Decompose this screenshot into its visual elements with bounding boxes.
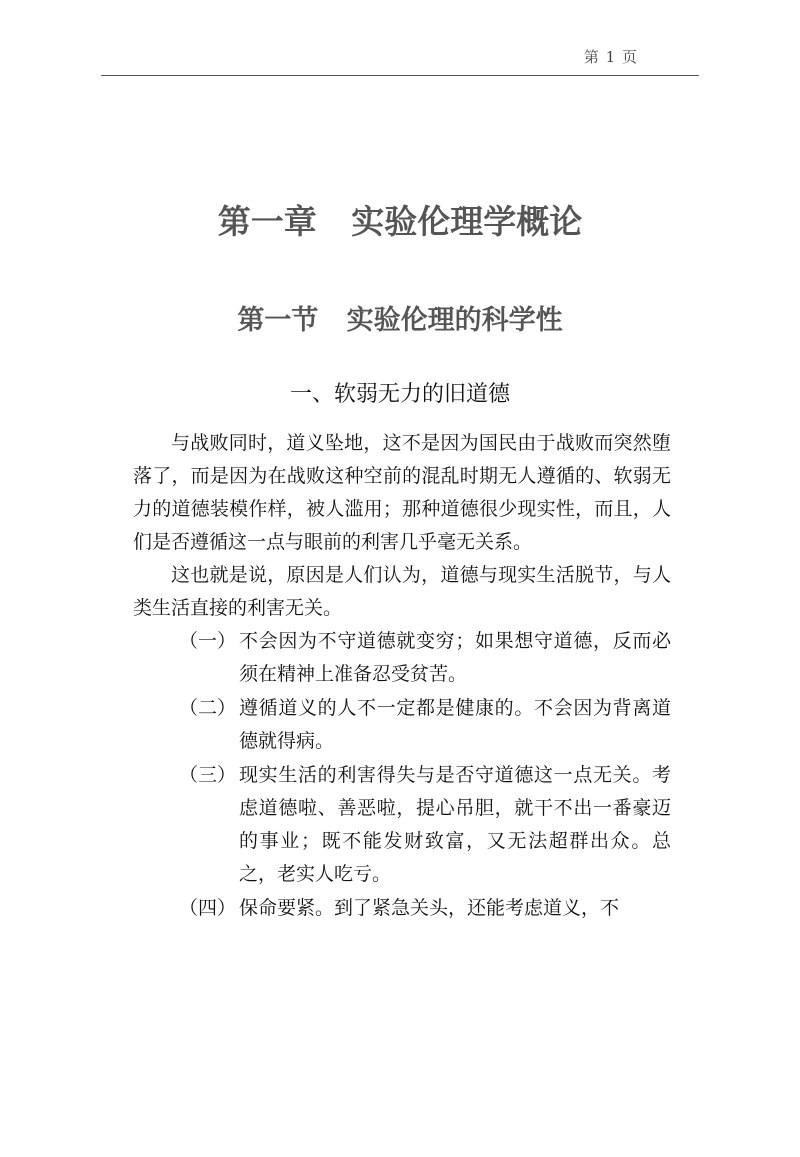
numbered-list [133,625,671,925]
subsection-title: 一、软弱无力的旧道德 [289,382,510,407]
paragraph: 这也就是说，原因是人们认为，道德与现实生活脱节，与人类生活直接的利害无关。 [133,564,671,619]
list-item [179,892,671,925]
section-title: 第一节 实验伦理的科学性 [237,305,563,336]
body-text [133,427,671,926]
list-item-text: 保命要紧。到了紧急关头，还能考虑道义，不 [239,897,620,919]
page-number: 第 1 页 [583,48,638,66]
paragraph: 与战败同时，道义坠地，这不是因为国民由于战败而突然堕落了，而是因为在战败这种空前的混乱时期无人遵循的、软弱无力的道德装模作样，被人滥用；那种道德很少现实性，而且，人们是否遵循这一点与眼前的利害几乎毫无关系。 [133,432,671,553]
list-item [179,759,671,891]
list-item-text: 现实生活的利害得失与是否守道德这一点无关。考虑道德啦、善恶啦，提心吊胆，就干不出一番豪迈的事业；既不能发财致富，又无法超群出众。总之，老实人吃亏。 [239,764,671,885]
list-item-marker: （四） [179,897,237,919]
list-item [179,625,671,691]
chapter-title: 第一章 实验伦理学概论 [217,202,583,241]
list-item [179,692,671,758]
list-item-marker: （二） [179,697,237,719]
list-item-text: 不会因为不守道德就变穷；如果想守道德，反而必须在精神上准备忍受贫苦。 [239,630,671,685]
header-divider [101,75,699,76]
list-item-marker: （一） [179,630,237,652]
list-item-marker: （三） [179,764,237,786]
list-item-text: 遵循道义的人不一定都是健康的。不会因为背离道德就得病。 [239,697,671,752]
